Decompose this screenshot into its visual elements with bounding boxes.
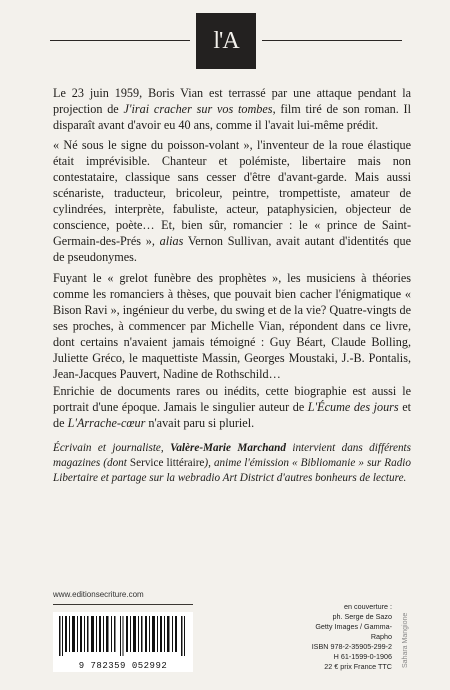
cover-credits	[300, 602, 392, 672]
p4-text-b: n'avait paru si pluriel.	[145, 416, 255, 430]
paragraph-3	[53, 270, 411, 382]
p4-book-1: L'Écume des jours	[307, 400, 399, 414]
p4-book-2: L'Arrache-cœur	[67, 416, 146, 430]
author-bio-a: Écrivain et journaliste,	[53, 442, 171, 454]
isbn: ISBN 978-2-35905-299-2	[311, 642, 392, 651]
p1-text-b: , film tiré de son roman. Il disparaît avant d'avoir eu 40 ans, comme il l'avait lui-même prédit.	[53, 102, 411, 132]
p2-text-b: Vernon Sullivan, avait autant d'identités que de pseudonymes.	[53, 234, 412, 264]
credit-line: Getty Images / Gamma-Rapho	[315, 622, 392, 641]
p2-text-a: « Né sous le signe du poisson-volant », l'inventeur de la roue élastique était imprévisible. Chanteur et polémiste, libertaire mais non contestataire, classique sans cesser d'être d'avant-garde. Mais aussi scénariste, traducteur, bricoleur, peintre, trompettiste, amateur de cylindrées, interprète, fabuliste, acteur, pataphysicien, objecteur de conscience, poète… Et, bien sûr, romancier : le « prince de Saint-Germain-des-Prés »,	[53, 138, 411, 248]
publisher-logo-text: l'A	[213, 27, 239, 54]
author-bio-c: ), anime l'émission « Bibliomanie » sur Radio Libertaire et partage sur la webradio Art District d'autres bonheurs de lecture.	[53, 457, 412, 484]
credit-line: ph. Serge de Sazo	[332, 612, 392, 621]
price: 22 € prix France TTC	[324, 662, 392, 671]
publisher-logo	[196, 13, 256, 69]
p1-text-a: Le 23 juin 1959, Boris Vian est terrassé par une attaque pendant la projection de	[53, 86, 411, 116]
paragraph-4	[53, 383, 411, 431]
footer-rule	[53, 604, 193, 605]
paragraph-2	[53, 137, 411, 265]
author-bio	[53, 441, 411, 486]
publisher-website: www.editionsecriture.com	[53, 590, 144, 599]
p3-text: Fuyant le « grelot funèbre des prophètes », les musiciens à théories comme les romanciers à thèses, que pouvait bien cacher l'énigmatique « Bison Ravi », ingénieur du verbe, du swing et de la vie? Quatre-vingts de ses proches, à commencer par Michelle Vian, répondent dans ce livre, dont certains n'avaient jamais témoigné : Guy Béart, Claude Bolling, Juliette Gréco, le maquettiste Massin, Georges Moustaki, J.-B. Pontalis, Jean-Jacques Pauvert, Nadine de Rothschild…	[53, 271, 411, 381]
barcode-bars	[59, 616, 187, 656]
paragraph-1	[53, 85, 411, 133]
p4-text-a: Enrichie de documents rares ou inédits, cette biographie est aussi le portrait d'une époque. Jamais le singulier auteur de	[53, 384, 411, 414]
p2-alias: alias	[159, 234, 184, 248]
barcode	[53, 612, 193, 672]
photo-credit-vertical: Sahara Mangione	[402, 612, 409, 668]
credit-line: en couverture :	[344, 602, 392, 611]
barcode-number: 9 782359 052992	[78, 661, 168, 671]
p1-film-title: J'irai cracher sur vos tombes	[123, 102, 273, 116]
credit-line: H 61-1599-0-1906	[333, 652, 392, 661]
author-bio-b: intervient dans différents magazines (dont	[53, 442, 411, 469]
header-rule-right	[262, 40, 402, 41]
author-bio-service: Service littéraire	[129, 457, 205, 469]
p4-text-mid: et de	[53, 400, 411, 430]
header-rule-left	[50, 40, 190, 41]
author-name: Valère-Marie Marchand	[170, 442, 286, 454]
